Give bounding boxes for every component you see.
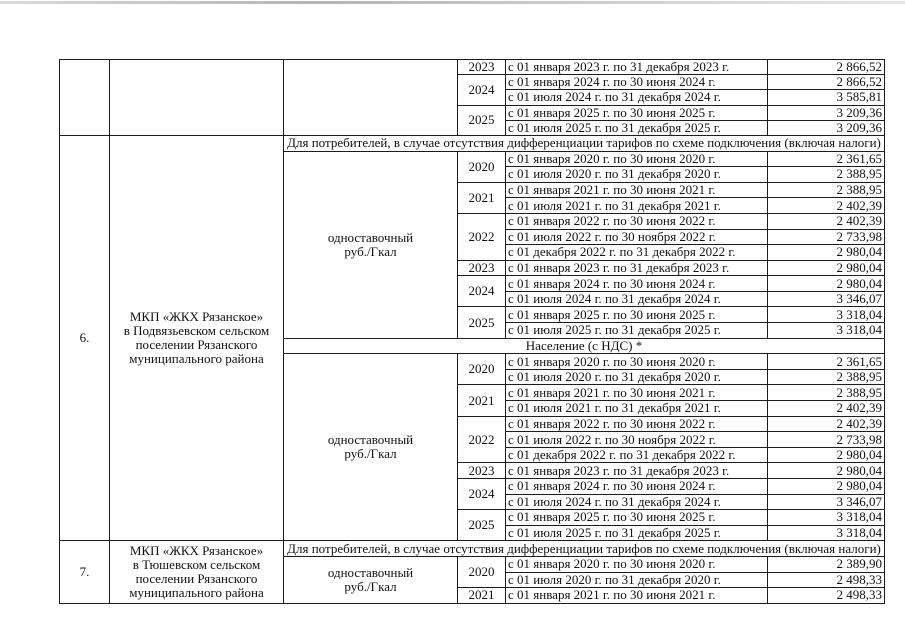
tariff-unit: руб./Гкал [344, 243, 397, 259]
tariff-type-cell [284, 556, 458, 603]
value-cell: 2 388,95 [768, 182, 885, 198]
period-cell: с 01 июля 2022 г. по 30 ноября 2022 г. [506, 432, 768, 448]
value-cell: 2 498,33 [768, 572, 885, 588]
period-cell: с 01 июля 2024 г. по 31 декабря 2024 г. [506, 494, 768, 510]
period-cell: с 01 января 2020 г. по 30 июня 2020 г. [506, 556, 768, 572]
value-cell: 2 980,04 [768, 479, 885, 495]
period-cell: с 01 января 2020 г. по 30 июня 2020 г. [506, 354, 768, 370]
year-cell: 2020 [458, 354, 506, 385]
year-cell: 2021 [458, 385, 506, 416]
period-cell: с 01 июля 2021 г. по 31 декабря 2021 г. [506, 401, 768, 417]
value-cell: 2 389,90 [768, 556, 885, 572]
value-cell: 2 402,39 [768, 213, 885, 229]
period-cell: с 01 января 2021 г. по 30 июня 2021 г. [506, 385, 768, 401]
period-cell: с 01 января 2025 г. по 30 июня 2025 г. [506, 307, 768, 323]
group-heading: Население (с НДС) * [284, 338, 885, 354]
continuation-row [60, 60, 885, 75]
value-cell: 3 209,36 [768, 120, 885, 135]
value-cell: 3 346,07 [768, 494, 885, 510]
period-cell: с 01 июля 2020 г. по 31 декабря 2020 г. [506, 167, 768, 183]
year-cell: 2024 [458, 276, 506, 307]
value-cell: 2 980,04 [768, 447, 885, 463]
value-cell: 2 733,98 [768, 229, 885, 245]
value-cell: 2 866,52 [768, 75, 885, 90]
year-cell: 2024 [458, 75, 506, 105]
year-cell: 2022 [458, 416, 506, 463]
entry-number: 6. [60, 135, 110, 540]
period-cell: с 01 июля 2025 г. по 31 декабря 2025 г. [506, 525, 768, 541]
period-cell: с 01 июля 2021 г. по 31 декабря 2021 г. [506, 198, 768, 214]
year-cell: 2023 [458, 463, 506, 479]
value-cell: 3 318,04 [768, 510, 885, 526]
tariff-type-cell [284, 151, 458, 338]
organization-line: в Подвязьевском сельском [123, 323, 270, 339]
value-cell: 2 866,52 [768, 60, 885, 75]
period-cell: с 01 января 2022 г. по 30 июня 2022 г. [506, 213, 768, 229]
period-cell: с 01 июля 2020 г. по 31 декабря 2020 г. [506, 369, 768, 385]
value-cell: 2 980,04 [768, 276, 885, 292]
period-cell: с 01 июля 2025 г. по 31 декабря 2025 г. [506, 120, 768, 135]
number-cell-blank [60, 60, 110, 136]
tariff-type: одноставочный [327, 432, 414, 448]
value-cell: 2 980,04 [768, 245, 885, 261]
group-heading-row [60, 541, 885, 557]
tariff-type: одноставочный [327, 564, 414, 580]
period-cell: с 01 января 2024 г. по 30 июня 2024 г. [506, 75, 768, 90]
period-cell: с 01 июля 2022 г. по 30 ноября 2022 г. [506, 229, 768, 245]
year-cell: 2021 [458, 182, 506, 213]
year-cell: 2025 [458, 307, 506, 338]
tariff-cell-blank [284, 60, 458, 136]
period-cell: с 01 января 2022 г. по 30 июня 2022 г. [506, 416, 768, 432]
organization-line: МКП «ЖКХ Рязанское» [129, 543, 264, 559]
value-cell: 3 346,07 [768, 291, 885, 307]
organization-name [110, 541, 284, 603]
organization-line: муниципального района [129, 585, 264, 601]
tariff-table [59, 59, 885, 604]
period-cell: с 01 июля 2020 г. по 31 декабря 2020 г. [506, 572, 768, 588]
value-cell: 2 733,98 [768, 432, 885, 448]
year-cell: 2023 [458, 260, 506, 276]
period-cell: с 01 января 2025 г. по 30 июня 2025 г. [506, 105, 768, 120]
value-cell: 3 209,36 [768, 105, 885, 120]
tariff-type-cell [284, 354, 458, 541]
period-cell: с 01 июля 2024 г. по 31 декабря 2024 г. [506, 90, 768, 105]
year-cell: 2022 [458, 213, 506, 260]
period-cell: с 01 января 2020 г. по 30 июня 2020 г. [506, 151, 768, 167]
value-cell: 3 318,04 [768, 307, 885, 323]
group-heading: Для потребителей, в случае отсутствия дифференциации тарифов по схеме подключения (включая налоги) [284, 541, 885, 557]
value-cell: 3 585,81 [768, 90, 885, 105]
period-cell: с 01 июля 2025 г. по 31 декабря 2025 г. [506, 323, 768, 339]
value-cell: 2 361,65 [768, 354, 885, 370]
period-cell: с 01 июля 2024 г. по 31 декабря 2024 г. [506, 291, 768, 307]
value-cell: 2 361,65 [768, 151, 885, 167]
value-cell: 2 388,95 [768, 385, 885, 401]
year-cell: 2021 [458, 588, 506, 604]
period-cell: с 01 января 2023 г. по 31 декабря 2023 г. [506, 60, 768, 75]
value-cell: 2 980,04 [768, 463, 885, 479]
value-cell: 2 388,95 [768, 167, 885, 183]
scan-edge-line [0, 1, 905, 4]
tariff-unit: руб./Гкал [344, 578, 397, 594]
period-cell: с 01 января 2025 г. по 30 июня 2025 г. [506, 510, 768, 526]
period-cell: с 01 января 2023 г. по 31 декабря 2023 г. [506, 463, 768, 479]
value-cell: 2 402,39 [768, 416, 885, 432]
organization-line: поселении Рязанского [135, 337, 258, 353]
tariff-unit: руб./Гкал [344, 446, 397, 462]
year-cell: 2020 [458, 556, 506, 587]
value-cell: 3 318,04 [768, 525, 885, 541]
organization-line: МКП «ЖКХ Рязанское» [129, 309, 264, 325]
period-cell: с 01 января 2024 г. по 30 июня 2024 г. [506, 479, 768, 495]
period-cell: с 01 января 2021 г. по 30 июня 2021 г. [506, 182, 768, 198]
year-cell: 2023 [458, 60, 506, 75]
period-cell: с 01 января 2023 г. по 31 декабря 2023 г. [506, 260, 768, 276]
value-cell: 3 318,04 [768, 323, 885, 339]
period-cell: с 01 декабря 2022 г. по 31 декабря 2022 г. [506, 245, 768, 261]
value-cell: 2 402,39 [768, 198, 885, 214]
organization-line: муниципального района [129, 351, 264, 367]
value-cell: 2 498,33 [768, 588, 885, 604]
period-cell: с 01 января 2021 г. по 30 июня 2021 г. [506, 588, 768, 604]
year-cell: 2024 [458, 479, 506, 510]
organization-line: в Тюшевском сельском [132, 557, 261, 573]
value-cell: 2 388,95 [768, 369, 885, 385]
value-cell: 2 402,39 [768, 401, 885, 417]
organization-name [110, 135, 284, 540]
year-cell: 2020 [458, 151, 506, 182]
value-cell: 2 980,04 [768, 260, 885, 276]
entry-number: 7. [60, 541, 110, 603]
organization-line: поселении Рязанского [135, 571, 258, 587]
organization-cell-blank [110, 60, 284, 136]
document-page [59, 59, 884, 604]
year-cell: 2025 [458, 510, 506, 541]
tariff-table-body [60, 60, 885, 604]
year-cell: 2025 [458, 105, 506, 135]
period-cell: с 01 января 2024 г. по 30 июня 2024 г. [506, 276, 768, 292]
group-heading: Для потребителей, в случае отсутствия дифференциации тарифов по схеме подключения (включая налоги) [284, 135, 885, 151]
period-cell: с 01 декабря 2022 г. по 31 декабря 2022 г. [506, 447, 768, 463]
tariff-type: одноставочный [327, 229, 414, 245]
group-heading-row [60, 135, 885, 151]
